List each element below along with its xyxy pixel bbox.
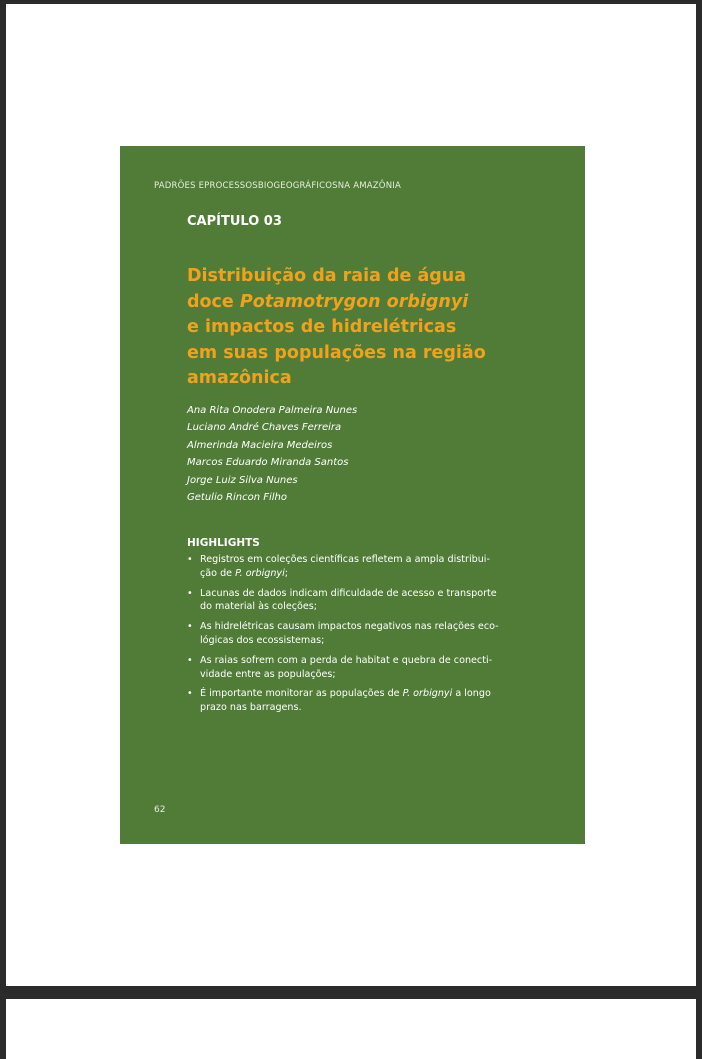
author-name: Marcos Eduardo Miranda Santos bbox=[187, 457, 349, 469]
highlight-text-part: a longo bbox=[452, 688, 491, 700]
highlight-text bbox=[200, 567, 519, 581]
title-line: Distribuição da raia de água bbox=[187, 266, 467, 286]
highlights-heading: HIGHLIGHTS bbox=[187, 537, 260, 549]
author-name: Getulio Rincon Filho bbox=[187, 492, 287, 504]
author-list bbox=[187, 402, 357, 506]
highlight-text-part: ção de bbox=[200, 567, 236, 579]
bullet-icon: • bbox=[187, 654, 193, 666]
highlight-text: Registros em coleções científicas refletem a ampla distribui- bbox=[200, 554, 490, 565]
author-name: Luciano André Chaves Ferreira bbox=[187, 422, 342, 434]
highlight-text-part: ; bbox=[284, 567, 289, 579]
highlight-text: do material às coleções; bbox=[200, 601, 318, 613]
running-head: PADRÕES EPROCESSOSBIOGEOGRÁFICOSNA AMAZÔNIA bbox=[154, 181, 401, 191]
highlight-item bbox=[187, 587, 519, 615]
bullet-icon: • bbox=[187, 621, 193, 633]
highlight-text: As hidrelétricas causam impactos negativos nas relações eco- bbox=[200, 621, 499, 633]
author-name: Almerinda Macieira Medeiros bbox=[187, 439, 333, 451]
highlight-text: lógicas dos ecossistemas; bbox=[200, 634, 325, 646]
title-text: doce bbox=[187, 291, 240, 312]
highlight-text: vidade entre as populações; bbox=[200, 668, 336, 680]
species-name: P. orbignyi bbox=[402, 688, 453, 700]
page-number: 62 bbox=[154, 805, 166, 815]
highlight-text bbox=[200, 687, 519, 701]
highlights-list bbox=[187, 553, 519, 721]
highlight-item bbox=[187, 687, 519, 715]
species-name: Potamotrygon orbignyi bbox=[239, 291, 469, 312]
bullet-icon: • bbox=[187, 688, 193, 700]
title-line: e impactos de hidrelétricas bbox=[187, 317, 457, 337]
document-page bbox=[6, 4, 696, 986]
highlight-text-part: É importante monitorar as populações de bbox=[200, 688, 403, 700]
title-line bbox=[187, 290, 567, 316]
chapter-cover-panel bbox=[120, 146, 585, 844]
chapter-label: CAPÍTULO 03 bbox=[187, 214, 282, 229]
title-line: amazônica bbox=[187, 368, 292, 388]
species-name: P. orbignyi bbox=[235, 567, 285, 579]
author-name: Ana Rita Onodera Palmeira Nunes bbox=[187, 405, 358, 416]
next-document-page bbox=[6, 999, 696, 1059]
highlight-text: prazo nas barragens. bbox=[200, 702, 302, 714]
highlight-text: Lacunas de dados indicam dificuldade de acesso e transporte bbox=[200, 587, 497, 599]
highlight-text: As raias sofrem com a perda de habitat e quebra de conecti- bbox=[200, 654, 493, 666]
bullet-icon: • bbox=[187, 587, 193, 599]
highlight-item bbox=[187, 654, 519, 682]
highlight-item bbox=[187, 620, 519, 648]
highlight-item bbox=[187, 553, 519, 581]
bullet-icon: • bbox=[187, 554, 193, 565]
author-name: Jorge Luiz Silva Nunes bbox=[187, 474, 298, 486]
chapter-title bbox=[187, 264, 567, 392]
title-line: em suas populações na região bbox=[187, 342, 486, 363]
